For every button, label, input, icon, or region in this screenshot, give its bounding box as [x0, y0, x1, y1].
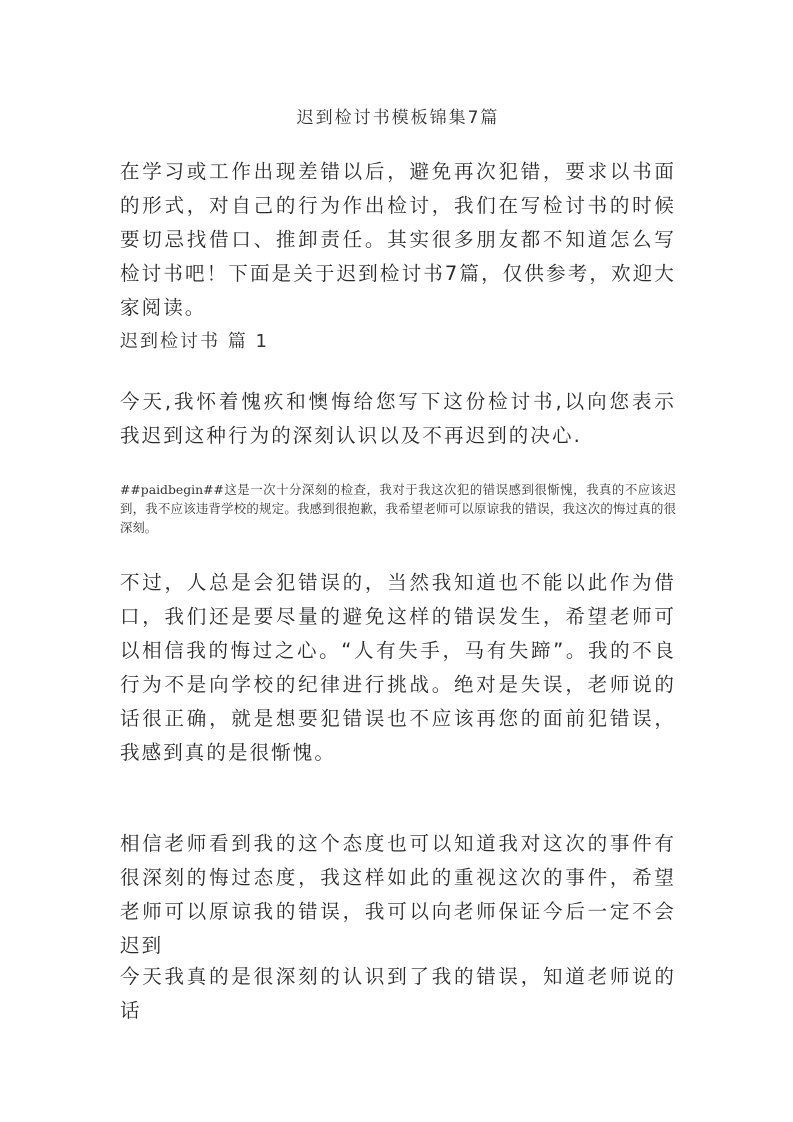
- body-paragraph-2: ##paidbegin##这是一次十分深刻的检查，我对于我这次犯的错误感到很惭愧，我真的不应该迟到，我不应该违背学校的规定。我感到很抱歉，我希望老师可以原谅我的错误，我这次的悔过真的很深刻。: [120, 482, 676, 535]
- body-paragraph-4: 相信老师看到我的这个态度也可以知道我对这次的事件有很深刻的悔过态度，我这样如此的重视这次的事件，希望老师可以原谅我的错误，我可以向老师保证今后一定不会迟到: [120, 832, 676, 957]
- body-paragraph-3: 不过，人总是会犯错误的，当然我知道也不能以此作为借口，我们还是要尽量的避免这样的错误发生，希望老师可以相信我的悔过之心。“人有失手，马有失蹄”。我的不良行为不是向学校的纪律进行挑战。绝对是失误，老师说的话很正确，就是想要犯错误也不应该再您的面前犯错误，我感到真的是很惭愧。: [120, 571, 676, 764]
- intro-paragraph: 在学习或工作出现差错以后，避免再次犯错，要求以书面的形式，对自己的行为作出检讨，我们在写检讨书的时候要切忌找借口、推卸责任。其实很多朋友都不知道怎么写检讨书吧！下面是关于迟到检讨书7篇，仅供参考，欢迎大家阅读。: [120, 160, 676, 319]
- body-paragraph-5: 今天我真的是很深刻的认识到了我的错误，知道老师说的话: [120, 965, 676, 1022]
- section-heading: 迟到检讨书 篇 1: [120, 331, 269, 352]
- document-title: 迟到检讨书模板锦集7篇: [296, 108, 500, 128]
- body-paragraph-1: 今天,我怀着愧疚和懊悔给您写下这份检讨书,以向您表示我迟到这种行为的深刻认识以及不再迟到的决心.: [120, 390, 676, 447]
